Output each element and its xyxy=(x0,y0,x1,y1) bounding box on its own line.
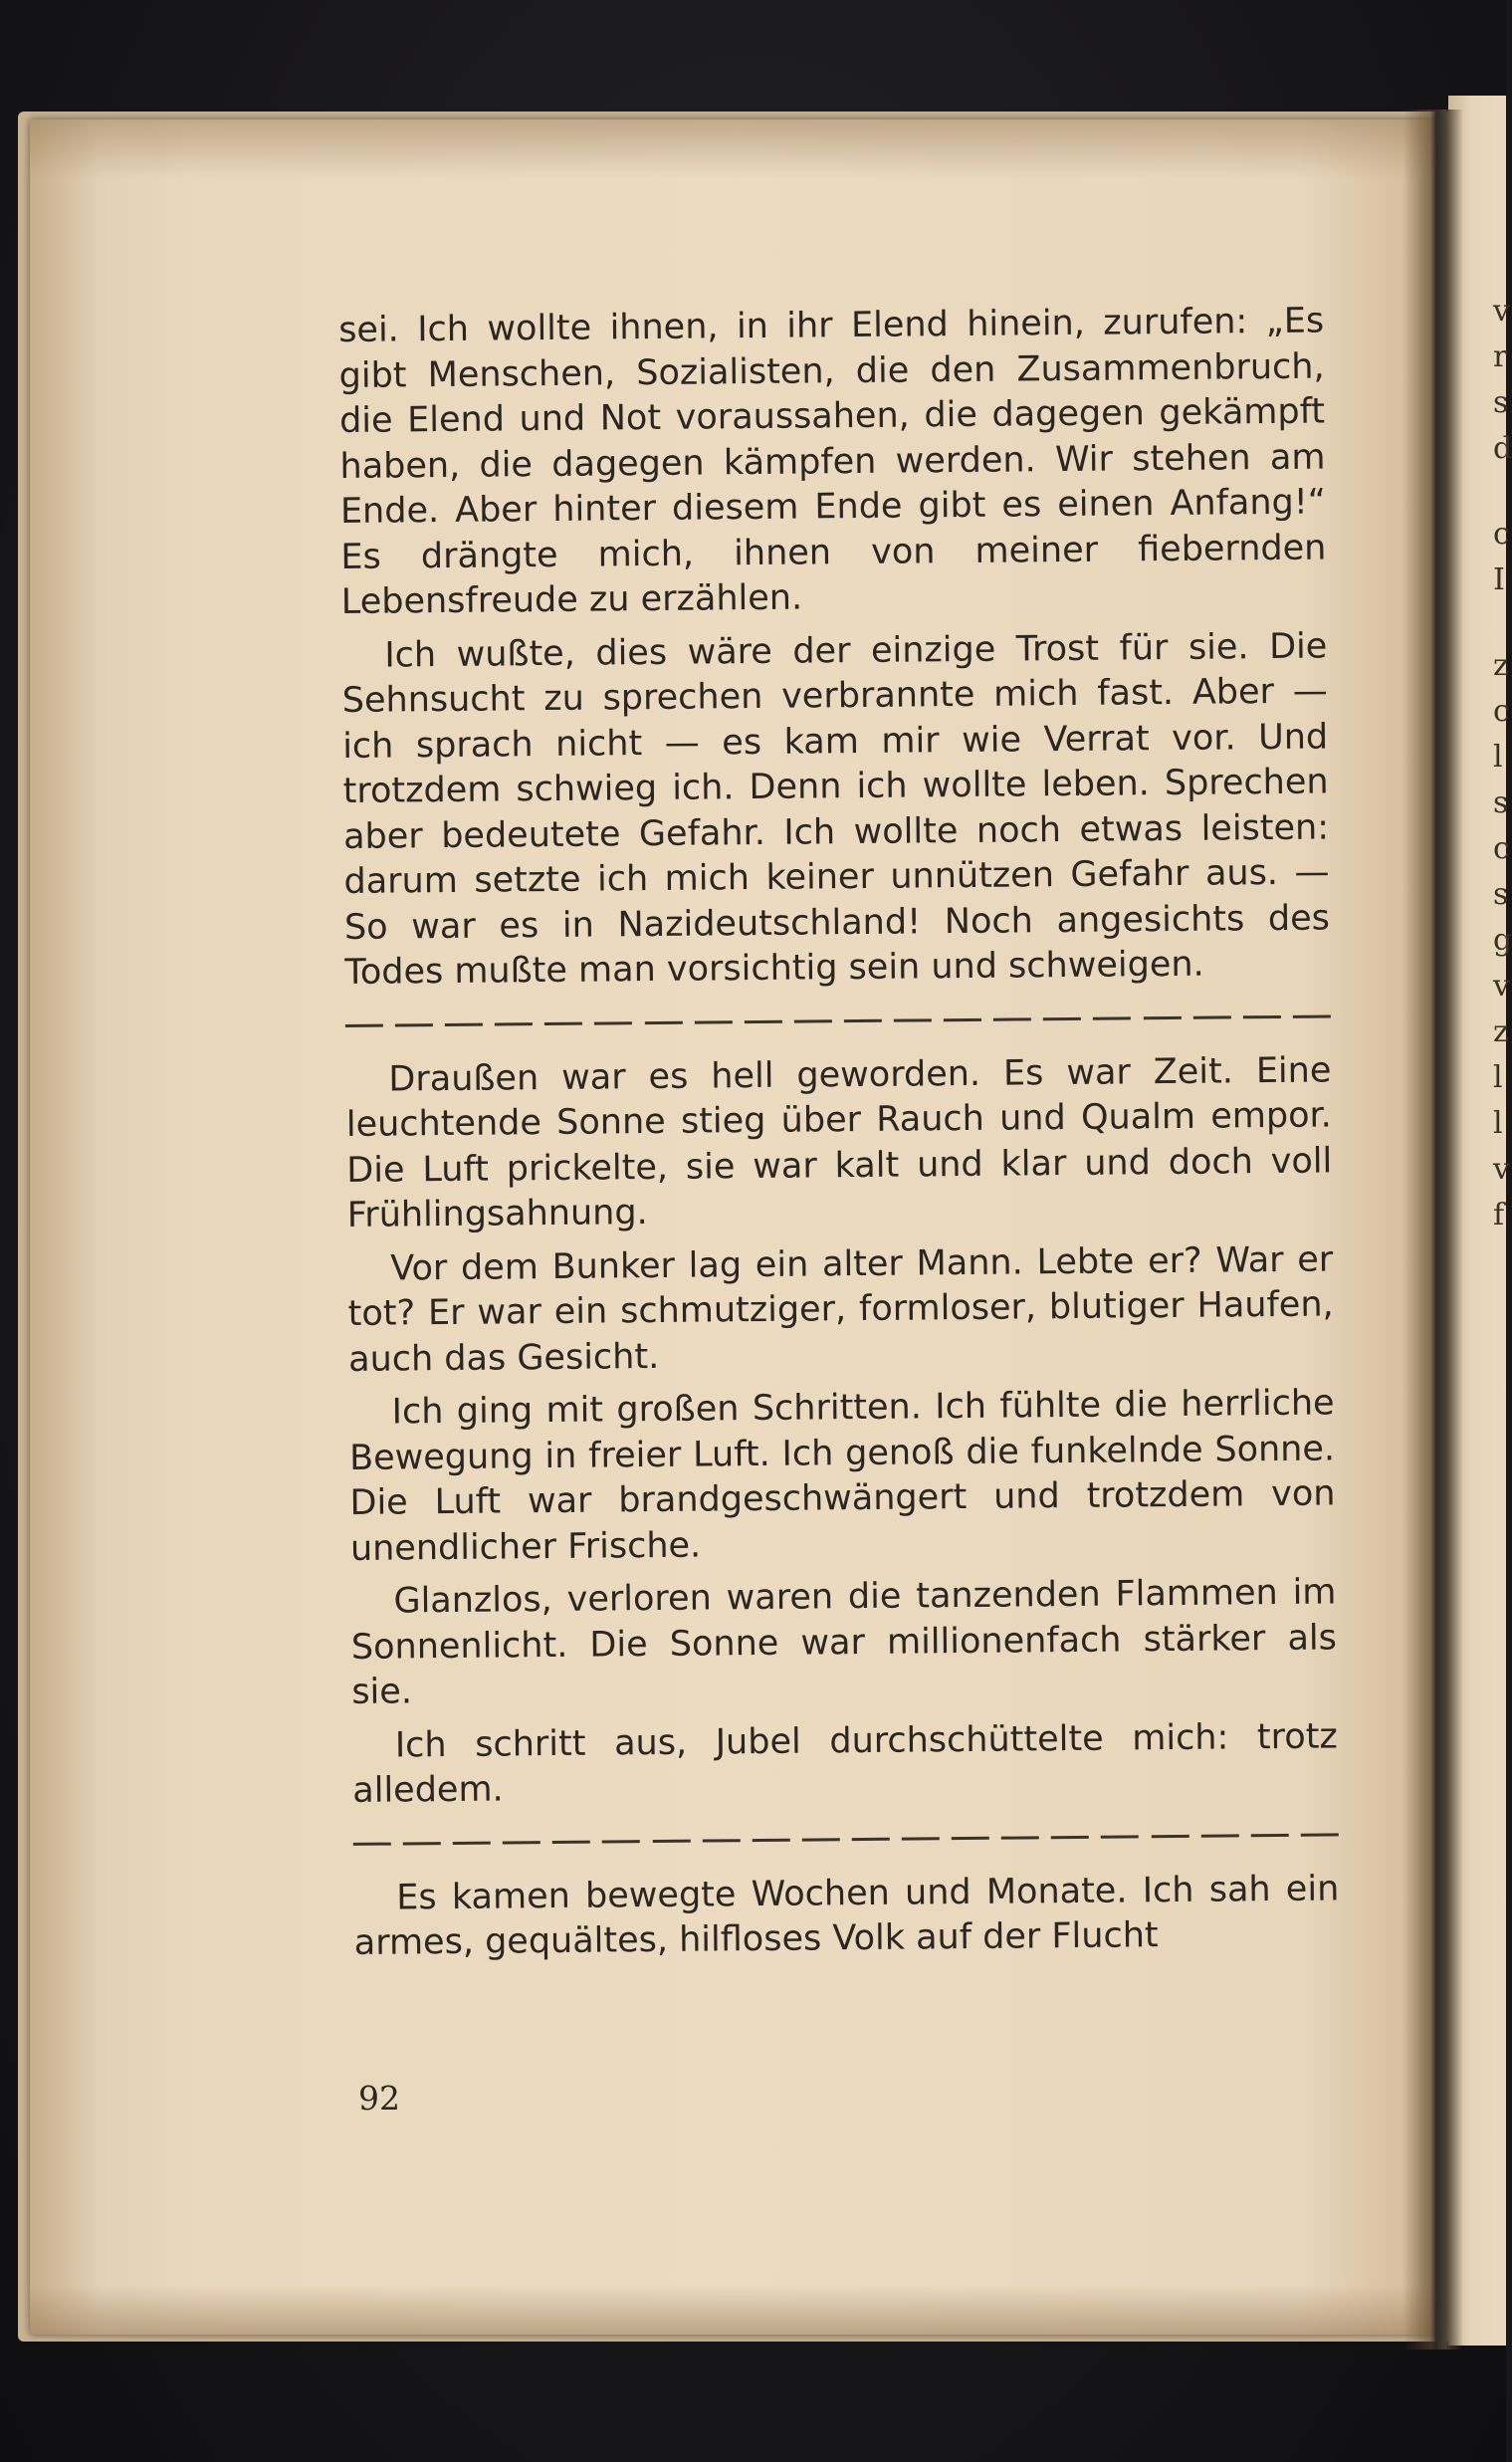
paragraph-6: Glanzlos, verloren waren die tanzenden Flammen im Sonnenlicht. Die Sonne war millionenfach stärker als sie. xyxy=(350,1572,1338,1712)
paragraph-1: sei. Ich wollte ihnen, in ihr Elend hinein, zurufen: „Es gibt Menschen, Sozialisten, die den Zusammenbruch, die Elend und Not voraussahen, die dagegen gekämpft haben, die dagegen kämpfen werden. Wir stehen am Ende. Aber hinter diesem Ende gibt es einen Anfang!“ Es drängte mich, ihnen von meiner fiebernden Lebensfreude zu erzählen. xyxy=(338,301,1327,622)
page-number: 92 xyxy=(358,2079,400,2118)
paragraph-2: Ich wußte, dies wäre der einzige Trost für sie. Die Sehnsucht zu sprechen verbrannte mich fast. Aber — ich sprach nicht — es kam mir wie Verrat vor. Und trotzdem schwieg ich. Denn ich wollte leben. Sprechen aber bedeutete Gefahr. Ich wollte noch etwas leisten: darum setzte ich mich keiner unnützen Gefahr aus. — So war es in Nazideutschland! Noch angesichts des Todes mußte man vorsichtig sein und schweigen. xyxy=(341,625,1331,993)
section-divider xyxy=(345,997,1331,1046)
facing-page-letters: v r s d c I z c l s c s g v z l l v f xyxy=(1493,294,1512,1232)
paragraph-3: Draußen war es hell geworden. Es war Zeit. Eine leuchtende Sonne stieg über Rauch und Qualm empor. Die Luft prickelte, sie war kalt und klar und doch voll Frühlingsahnung. xyxy=(345,1049,1333,1235)
paragraph-8: Es kamen bewegte Wochen und Monate. Ich sah ein armes, gequältes, hilfloses Volk auf der Flucht xyxy=(353,1868,1340,1963)
page-text xyxy=(338,299,1340,1966)
paragraph-4: Vor dem Bunker lag ein alter Mann. Lebte er? War er tot? Er war ein schmutziger, formloser, blutiger Haufen, auch das Gesicht. xyxy=(347,1238,1334,1380)
book-gutter xyxy=(1404,110,1463,2350)
section-divider xyxy=(353,1815,1339,1865)
paragraph-7: Ich schritt aus, Jubel durchschüttelte mich: trotz alledem. xyxy=(352,1715,1339,1811)
paragraph-5: Ich ging mit großen Schritten. Ich fühlte die herrliche Bewegung in freier Luft. Ich genoß die funkelnde Sonne. Die Luft war brandgeschwängert und trotzdem von unendlicher Frische. xyxy=(348,1383,1336,1569)
